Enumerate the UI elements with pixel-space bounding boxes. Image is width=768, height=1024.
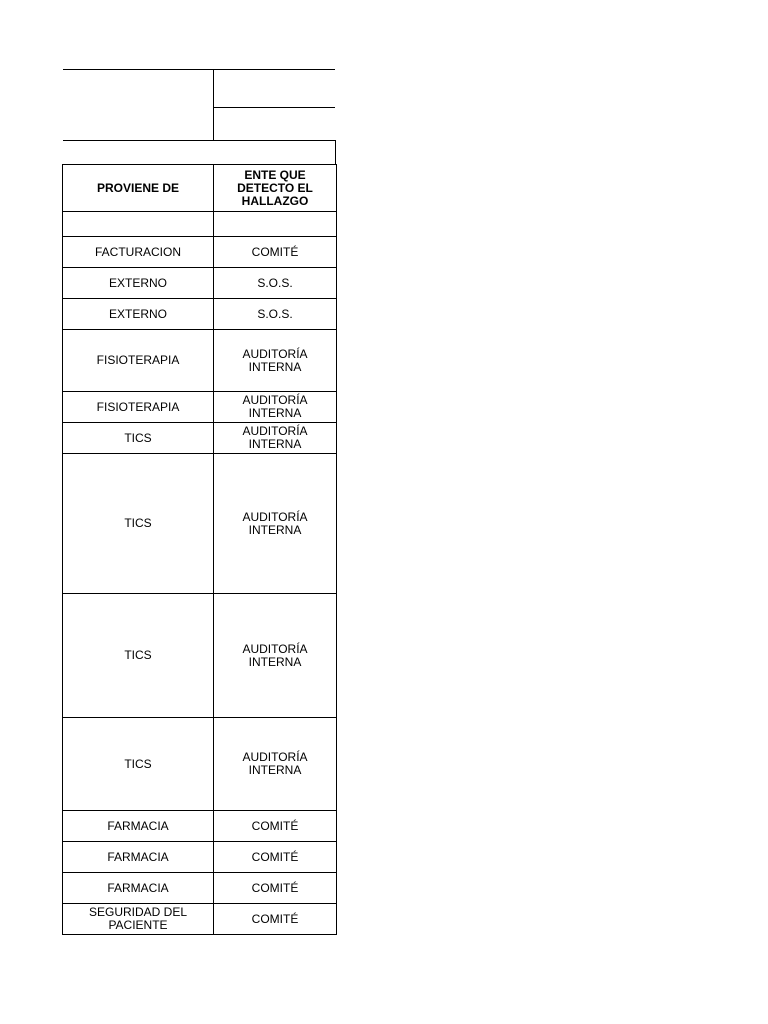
cell-ente: AUDITORÍA INTERNA: [214, 330, 337, 392]
cell-ente: S.O.S.: [214, 299, 337, 330]
cell-proviene-de: FARMACIA: [63, 873, 214, 904]
cell-ente: AUDITORÍA INTERNA: [214, 392, 337, 423]
cell-proviene-de: TICS: [63, 594, 214, 718]
cell-proviene-de: FISIOTERAPIA: [63, 330, 214, 392]
cell-ente: AUDITORÍA INTERNA: [214, 423, 337, 454]
table-row: [63, 392, 337, 423]
table-row: [63, 299, 337, 330]
header-top-line: [63, 69, 335, 70]
header-proviene-de: PROVIENE DE: [63, 165, 214, 212]
table-row: [63, 594, 337, 718]
table-row: [63, 454, 337, 594]
cell-ente: AUDITORÍA INTERNA: [214, 454, 337, 594]
cell-proviene-de: FARMACIA: [63, 811, 214, 842]
cell-ente: COMITÉ: [214, 873, 337, 904]
cell-proviene-de: TICS: [63, 423, 214, 454]
cell-ente: COMITÉ: [214, 811, 337, 842]
header-right-line: [335, 140, 336, 165]
cell-proviene-de: EXTERNO: [63, 299, 214, 330]
cell-proviene-de: FACTURACION: [63, 237, 214, 268]
cell-ente: AUDITORÍA INTERNA: [214, 594, 337, 718]
cell-proviene-de: SEGURIDAD DEL PACIENTE: [63, 904, 214, 935]
table-row: [63, 811, 337, 842]
cell-proviene-de: FARMACIA: [63, 842, 214, 873]
cell-proviene-de: FISIOTERAPIA: [63, 392, 214, 423]
table-row: [63, 423, 337, 454]
table-row: [63, 718, 337, 811]
cell-proviene-de: TICS: [63, 454, 214, 594]
table-row: [63, 330, 337, 392]
table-row: [63, 268, 337, 299]
table-header-row: [63, 165, 337, 212]
table-row: [63, 904, 337, 935]
cell-proviene-de: [63, 212, 214, 237]
header-divider-line: [213, 69, 214, 141]
cell-ente: AUDITORÍA INTERNA: [214, 718, 337, 811]
cell-ente: COMITÉ: [214, 904, 337, 935]
cell-proviene-de: EXTERNO: [63, 268, 214, 299]
header-ente-detecto: ENTE QUE DETECTO EL HALLAZGO: [214, 165, 337, 212]
findings-table: [62, 164, 337, 935]
cell-ente: COMITÉ: [214, 237, 337, 268]
table-row: [63, 212, 337, 237]
table-row: [63, 842, 337, 873]
header-bottom-line: [63, 140, 335, 141]
cell-proviene-de: TICS: [63, 718, 214, 811]
table-row: [63, 873, 337, 904]
cell-ente: COMITÉ: [214, 842, 337, 873]
header-mid-line: [213, 107, 335, 108]
cell-ente: [214, 212, 337, 237]
cell-ente: S.O.S.: [214, 268, 337, 299]
table-row: [63, 237, 337, 268]
